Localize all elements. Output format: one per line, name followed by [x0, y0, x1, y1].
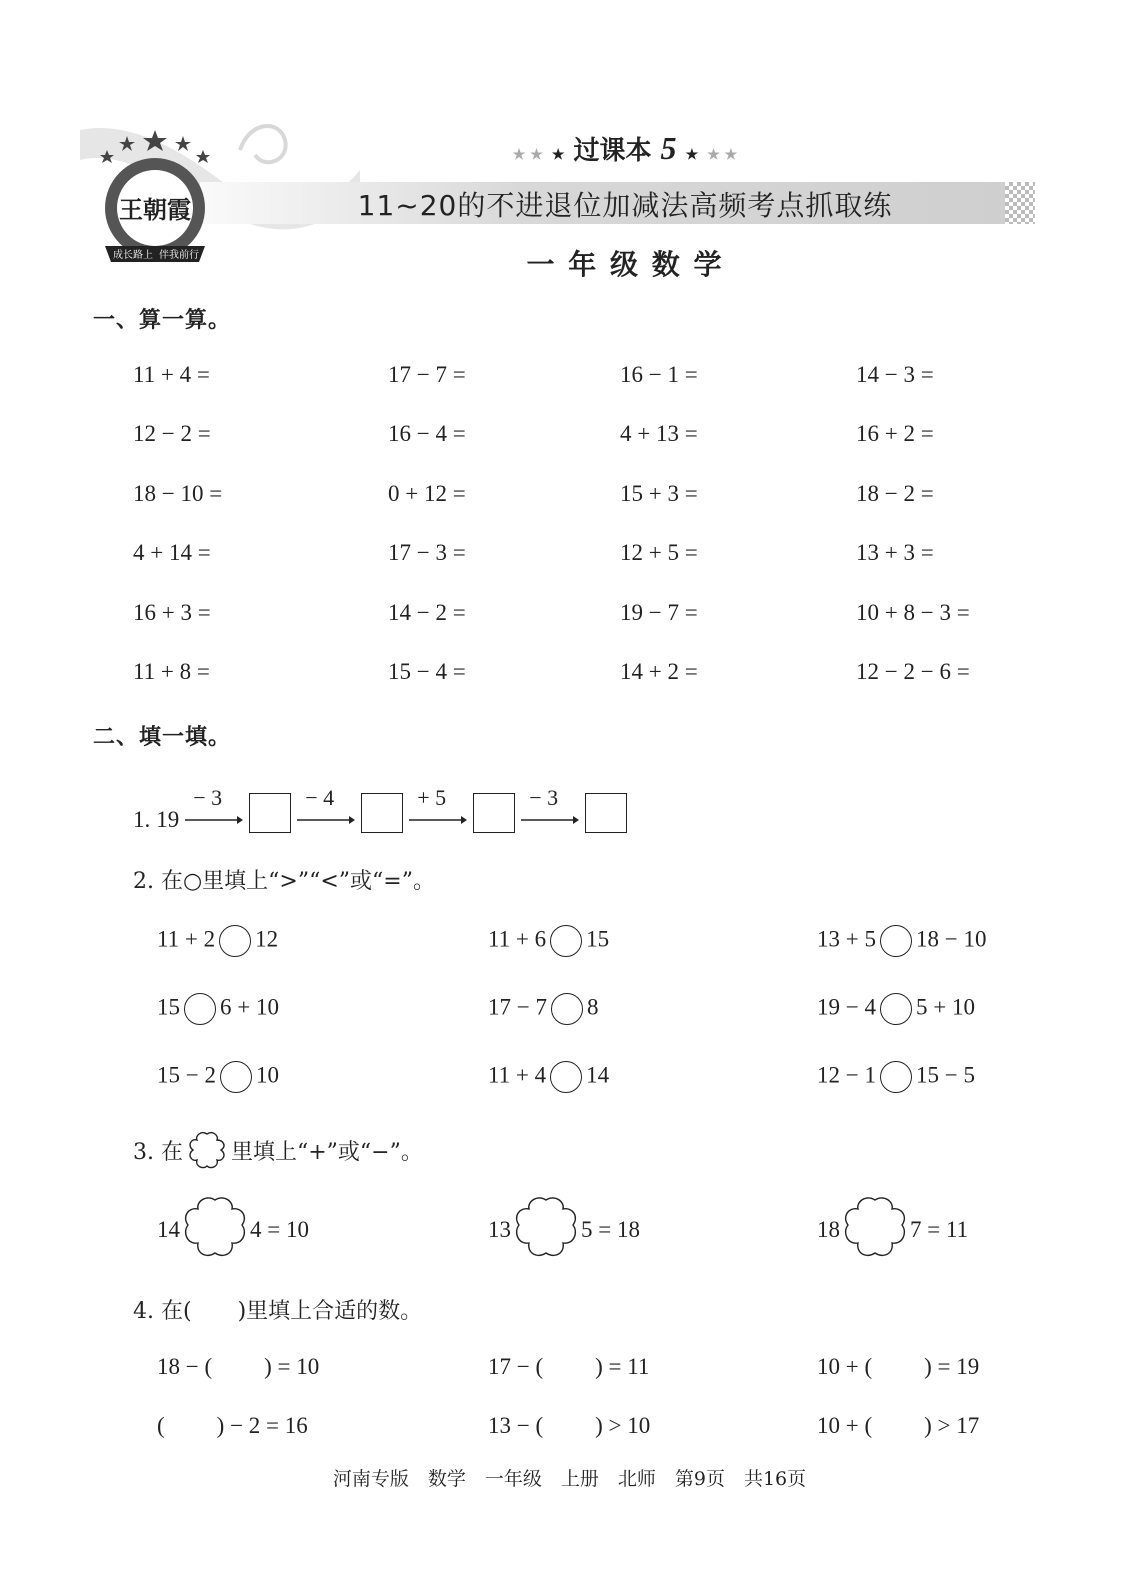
calc-problem: 14 − 3 = — [856, 362, 934, 387]
calc-problem: 18 − 2 = — [856, 480, 934, 506]
logo-slogan-right: 伴我前行 — [159, 250, 199, 261]
answer-circle[interactable] — [880, 993, 912, 1025]
compare-left: 15 − 2 — [157, 1062, 216, 1088]
section2-heading: 二、填一填。 — [93, 725, 232, 750]
answer-box[interactable] — [473, 793, 515, 833]
arrow-op-2 — [297, 785, 355, 833]
operand-left: 13 — [488, 1217, 511, 1242]
calc-problem: 11 + 4 = — [133, 362, 210, 387]
compare-left: 17 − 7 — [488, 994, 547, 1020]
q1-start-value: 19 — [156, 807, 180, 832]
answer-box[interactable] — [249, 793, 291, 833]
arrow-op-4 — [521, 785, 579, 833]
calc-problem: 17 − 3 = — [388, 540, 466, 566]
star-icon: ★ — [685, 147, 699, 163]
calc-problem: 4 + 14 = — [133, 540, 211, 566]
answer-circle[interactable] — [550, 925, 582, 957]
operator-item — [157, 1195, 309, 1265]
q4-prompt — [133, 1294, 422, 1325]
op-label: − 4 — [305, 785, 335, 810]
fill-number-item — [817, 1413, 979, 1439]
q1-number: 1. — [133, 807, 151, 832]
compare-right: 14 — [586, 1062, 610, 1088]
answer-circle[interactable] — [184, 993, 216, 1025]
expr-right: ) − 2 = 16 — [216, 1413, 308, 1438]
q2-prompt: 2. 在○里填上“>”“<”或“=”。 — [133, 869, 435, 894]
page-title: 11~20的不进退位加减法高频考点抓取练 — [357, 189, 893, 222]
calc-problem: 19 − 7 = — [620, 599, 698, 625]
q3-prompt — [133, 1130, 423, 1170]
compare-left: 19 − 4 — [817, 994, 876, 1020]
section1-heading: 一、算一算。 — [93, 308, 232, 333]
expr-right: ) = 11 — [595, 1354, 650, 1379]
fill-number-item — [488, 1354, 649, 1380]
arrow-op-1 — [185, 785, 243, 833]
compare-left: 13 + 5 — [817, 926, 876, 952]
header — [0, 0, 1139, 300]
compare-left: 15 — [157, 994, 180, 1020]
star-icon: ★ ★ — [512, 147, 543, 163]
compare-right: 18 − 10 — [915, 926, 987, 952]
calc-problem: 14 − 2 = — [388, 599, 466, 625]
arrow-op-3 — [409, 785, 467, 833]
star-icon: ★ — [551, 147, 565, 163]
expr-left: ( — [157, 1413, 165, 1438]
expr-left: 10 + ( — [817, 1354, 873, 1379]
flower-answer-icon[interactable] — [842, 1195, 908, 1265]
flower-answer-icon[interactable] — [182, 1195, 248, 1265]
calc-problem: 16 + 3 = — [133, 599, 211, 625]
calc-problem: 12 − 2 = — [133, 421, 211, 447]
op-label: − 3 — [529, 785, 559, 810]
fill-number-item — [157, 1354, 319, 1380]
operand-right: 4 = 10 — [250, 1217, 309, 1242]
op-label: + 5 — [417, 785, 447, 810]
calc-problem: 0 + 12 = — [388, 480, 466, 506]
grade-subject: 一 年 级 数 学 — [526, 248, 724, 281]
expr-left: 10 + ( — [817, 1413, 873, 1438]
operator-item — [488, 1195, 640, 1265]
calc-problem: 16 − 1 = — [620, 362, 698, 387]
compare-left: 11 + 2 — [157, 926, 216, 952]
compare-item — [817, 925, 986, 957]
calc-problem: 4 + 13 = — [620, 421, 698, 447]
calc-problem: 14 + 2 = — [620, 659, 698, 684]
q4-prompt-post: )里填上合适的数。 — [237, 1299, 423, 1324]
q3-prompt-post: 里填上“+”或“−”。 — [230, 1139, 423, 1165]
series-number: 5 — [660, 130, 677, 166]
answer-circle[interactable] — [550, 1061, 582, 1093]
answer-circle[interactable] — [220, 1061, 252, 1093]
logo-slogan-left: 成长路上 — [113, 250, 153, 261]
compare-right: 10 — [255, 1062, 279, 1088]
compare-right: 8 — [586, 994, 599, 1020]
page-footer: 河南专版 数学 一年级 上册 北师 第9页 共16页 — [332, 1468, 807, 1490]
expr-right: ) = 19 — [924, 1354, 980, 1379]
fill-number-item — [157, 1413, 308, 1439]
compare-item — [488, 1061, 609, 1093]
compare-item — [157, 993, 279, 1025]
series-name: 过课本 — [573, 136, 652, 166]
calc-problem: 15 − 4 = — [388, 659, 466, 684]
answer-circle[interactable] — [880, 925, 912, 957]
calc-problem: 15 + 3 = — [620, 480, 698, 506]
calc-problem: 10 + 8 − 3 = — [856, 599, 970, 625]
answer-circle[interactable] — [880, 1061, 912, 1093]
compare-right: 5 + 10 — [915, 994, 975, 1020]
q1-chain — [133, 785, 627, 833]
publisher-logo — [95, 128, 215, 268]
expr-left: 18 − ( — [157, 1354, 213, 1379]
compare-item — [488, 925, 609, 957]
calc-problem: 11 + 8 = — [133, 659, 210, 684]
calc-problem: 12 + 5 = — [620, 540, 698, 566]
compare-right: 15 − 5 — [915, 1062, 975, 1088]
answer-circle[interactable] — [219, 925, 251, 957]
answer-box[interactable] — [361, 793, 403, 833]
flower-shape-icon — [187, 1130, 227, 1170]
compare-right: 6 + 10 — [220, 994, 279, 1020]
operator-item — [817, 1195, 968, 1265]
compare-right: 15 — [586, 926, 610, 952]
fill-number-item — [488, 1413, 650, 1439]
expr-left: 13 − ( — [488, 1413, 544, 1438]
compare-item — [817, 1061, 975, 1093]
expr-right: ) > 17 — [924, 1413, 980, 1438]
calc-problem: 16 − 4 = — [388, 421, 466, 447]
compare-item — [157, 925, 278, 957]
answer-box[interactable] — [585, 793, 627, 833]
expr-right: ) > 10 — [595, 1413, 651, 1438]
calc-problem: 17 − 7 = — [388, 362, 466, 387]
compare-left: 11 + 4 — [488, 1062, 547, 1088]
calc-problem: 16 + 2 = — [856, 421, 934, 447]
compare-item — [488, 993, 598, 1025]
op-label: − 3 — [193, 785, 223, 810]
operand-right: 7 = 11 — [910, 1217, 969, 1242]
calc-problem: 18 − 10 = — [133, 480, 223, 506]
q4-prompt-pre: 4. 在( — [133, 1299, 192, 1324]
compare-right: 12 — [255, 926, 279, 952]
operand-left: 18 — [817, 1217, 840, 1242]
compare-item — [817, 993, 975, 1025]
expr-left: 17 − ( — [488, 1354, 544, 1379]
answer-circle[interactable] — [551, 993, 583, 1025]
q3-prompt-pre: 3. 在 — [133, 1139, 183, 1165]
compare-item — [157, 1061, 279, 1093]
operand-right: 5 = 18 — [581, 1217, 640, 1242]
star-icon: ★ ★ — [707, 147, 738, 163]
series-label — [500, 130, 750, 167]
expr-right: ) = 10 — [264, 1354, 320, 1379]
compare-left: 12 − 1 — [817, 1062, 876, 1088]
fill-number-item — [817, 1354, 979, 1380]
calc-problem: 12 − 2 − 6 = — [856, 659, 970, 684]
operand-left: 14 — [157, 1217, 180, 1242]
logo-text: 王朝霞 — [119, 195, 191, 224]
calc-problem: 13 + 3 = — [856, 540, 934, 566]
compare-left: 11 + 6 — [488, 926, 547, 952]
flower-answer-icon[interactable] — [513, 1195, 579, 1265]
